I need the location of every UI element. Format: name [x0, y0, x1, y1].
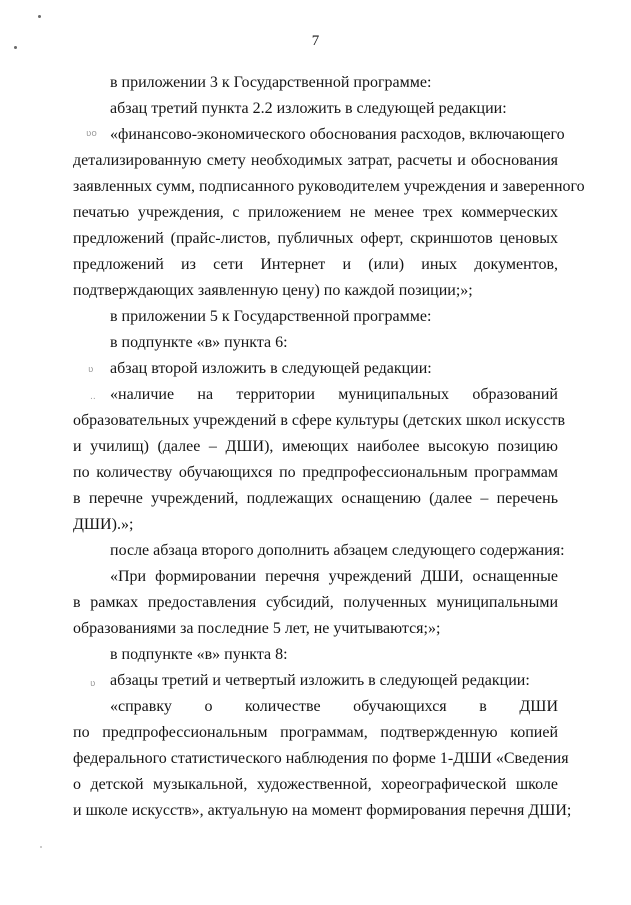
text-line: и училищ) (далее – ДШИ), имеющих наиболее высокую позицию	[73, 438, 558, 455]
text-line: и школе искусств», актуальную на момент формирования перечня ДШИ;	[73, 802, 572, 819]
text-line: абзацы третий и четвертый изложить в следующей редакции:	[110, 672, 530, 689]
text-line: после абзаца второго дополнить абзацем следующего содержания:	[110, 542, 565, 559]
pencil-mark: ʋ	[90, 679, 96, 689]
pencil-mark: ʋo	[86, 129, 97, 139]
text-line: абзац третий пункта 2.2 изложить в следующей редакции:	[110, 100, 507, 117]
text-line: заявленных сумм, подписанного руководителем учреждения и заверенного	[73, 178, 585, 195]
text-line: в приложении 5 к Государственной программе:	[110, 308, 432, 325]
text-line: предложений из сети Интернет и (или) иных документов,	[73, 256, 558, 273]
text-line: по количеству обучающихся по предпрофессиональным программам	[73, 464, 558, 481]
page-number: 7	[311, 33, 320, 49]
text-line: образовательных учреждений в сфере культуры (детских школ искусств	[73, 412, 565, 429]
text-line: «финансово-экономического обоснования расходов, включающего	[110, 126, 565, 143]
pencil-mark: ʋ	[88, 365, 94, 375]
scan-speck	[40, 846, 42, 848]
text-line: печатью учреждения, с приложением не менее трех коммерческих	[73, 204, 558, 221]
scan-speck	[38, 15, 41, 18]
text-line: подтверждающих заявленную цену) по каждой позиции;»;	[73, 282, 473, 299]
text-line: о детской музыкальной, художественной, хореографической школе	[73, 776, 558, 793]
text-line: абзац второй изложить в следующей редакции:	[110, 360, 432, 377]
text-line: «При формировании перечня учреждений ДШИ, оснащенные	[110, 568, 558, 585]
text-line: в подпункте «в» пункта 6:	[110, 334, 288, 351]
text-line: образованиями за последние 5 лет, не учитываются;»;	[73, 620, 441, 637]
text-line: по предпрофессиональным программам, подтвержденную копией	[73, 724, 558, 741]
text-line: ДШИ).»;	[73, 516, 134, 533]
text-line: детализированную смету необходимых затрат, расчеты и обоснования	[73, 152, 558, 169]
text-line: в подпункте «в» пункта 8:	[110, 646, 288, 663]
text-line: в рамках предоставления субсидий, полученных муниципальными	[73, 594, 558, 611]
pencil-mark: ..	[90, 392, 96, 402]
text-line: «наличие на территории муниципальных образований	[110, 386, 558, 403]
text-line: федерального статистического наблюдения по форме 1-ДШИ «Сведения	[73, 750, 569, 767]
text-line: в перечне учреждений, подлежащих оснащению (далее – перечень	[73, 490, 558, 507]
text-line: в приложении 3 к Государственной программе:	[110, 74, 432, 91]
text-line: «справку о количестве обучающихся в ДШИ	[110, 698, 558, 715]
text-line: предложений (прайс-листов, публичных оферт, скриншотов ценовых	[73, 230, 558, 247]
